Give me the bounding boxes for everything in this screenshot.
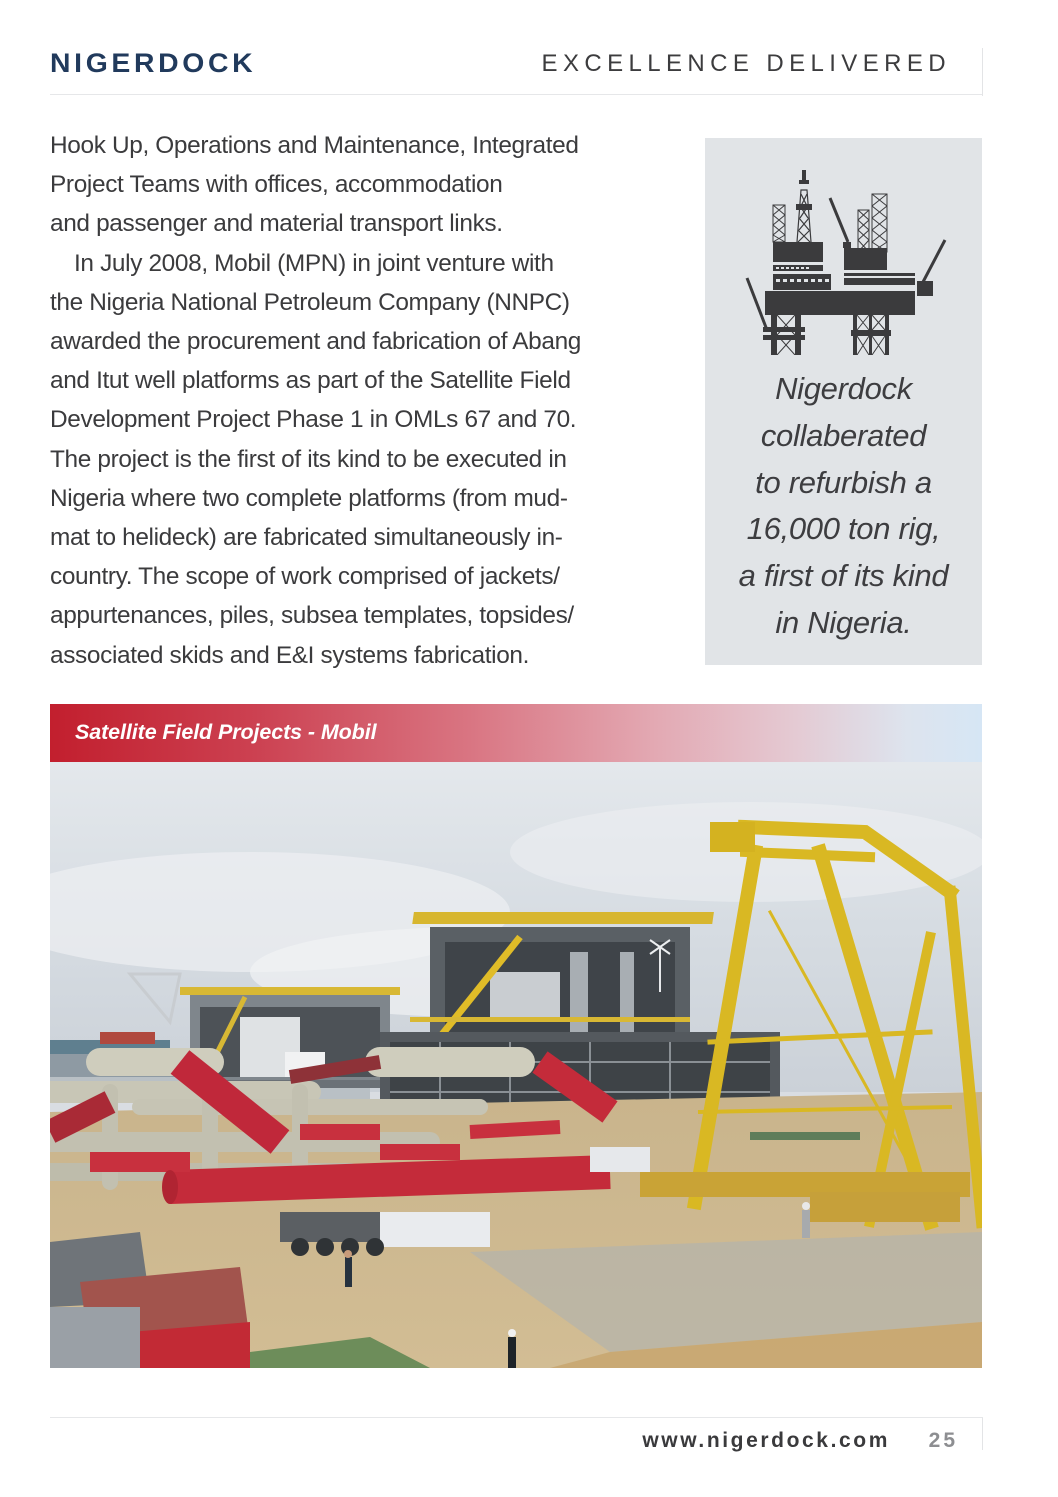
website-link[interactable]: www.nigerdock.com bbox=[642, 1429, 890, 1452]
footer-divider bbox=[982, 1418, 983, 1450]
header-divider bbox=[982, 48, 983, 96]
header-tagline: EXCELLENCE DELIVERED bbox=[541, 50, 951, 77]
brand-logo-text: NIGERDOCK bbox=[50, 48, 257, 78]
body-line: and passenger and material transport links. bbox=[50, 210, 503, 238]
pull-quote-line: a first of its kind bbox=[738, 558, 949, 594]
oil-rig-icon bbox=[745, 170, 950, 355]
pull-quote-text bbox=[705, 366, 982, 647]
body-line: Hook Up, Operations and Maintenance, Integrated bbox=[50, 132, 579, 159]
body-line: country. The scope of work comprised of jackets/ bbox=[50, 563, 560, 591]
page-header bbox=[50, 44, 983, 95]
body-line: and Itut well platforms as part of the Satellite Field bbox=[50, 367, 571, 395]
body-line: In July 2008, Mobil (MPN) in joint venture with bbox=[74, 249, 554, 277]
pull-quote-line: in Nigeria. bbox=[775, 604, 912, 640]
body-article bbox=[50, 126, 680, 675]
pull-quote-line: collaberated bbox=[760, 417, 927, 453]
project-photo bbox=[50, 762, 982, 1368]
pull-quote-line: to refurbish a bbox=[755, 464, 932, 500]
body-line: Development Project Phase 1 in OMLs 67 and 70. bbox=[50, 406, 577, 434]
photo-caption-banner bbox=[50, 704, 982, 762]
body-line: associated skids and E&I systems fabrication. bbox=[50, 641, 530, 669]
page-number: 25 bbox=[928, 1429, 958, 1452]
body-line: the Nigeria National Petroleum Company (NNPC) bbox=[50, 288, 570, 316]
body-line: mat to helideck) are fabricated simultaneously in- bbox=[50, 524, 563, 552]
pull-quote-line: 16,000 ton rig, bbox=[746, 511, 941, 547]
photo-caption-title: Satellite Field Projects - Mobil bbox=[75, 720, 377, 744]
body-line: awarded the procurement and fabrication of Abang bbox=[50, 328, 582, 356]
body-line: appurtenances, piles, subsea templates, topsides/ bbox=[50, 602, 574, 630]
pull-quote-box bbox=[705, 138, 982, 665]
body-line: The project is the first of its kind to be executed in bbox=[50, 445, 567, 473]
pull-quote-line: Nigerdock bbox=[775, 371, 912, 406]
page-footer bbox=[50, 1417, 983, 1452]
body-line: Project Teams with offices, accommodation bbox=[50, 171, 503, 199]
body-line: Nigeria where two complete platforms (from mud- bbox=[50, 484, 568, 512]
